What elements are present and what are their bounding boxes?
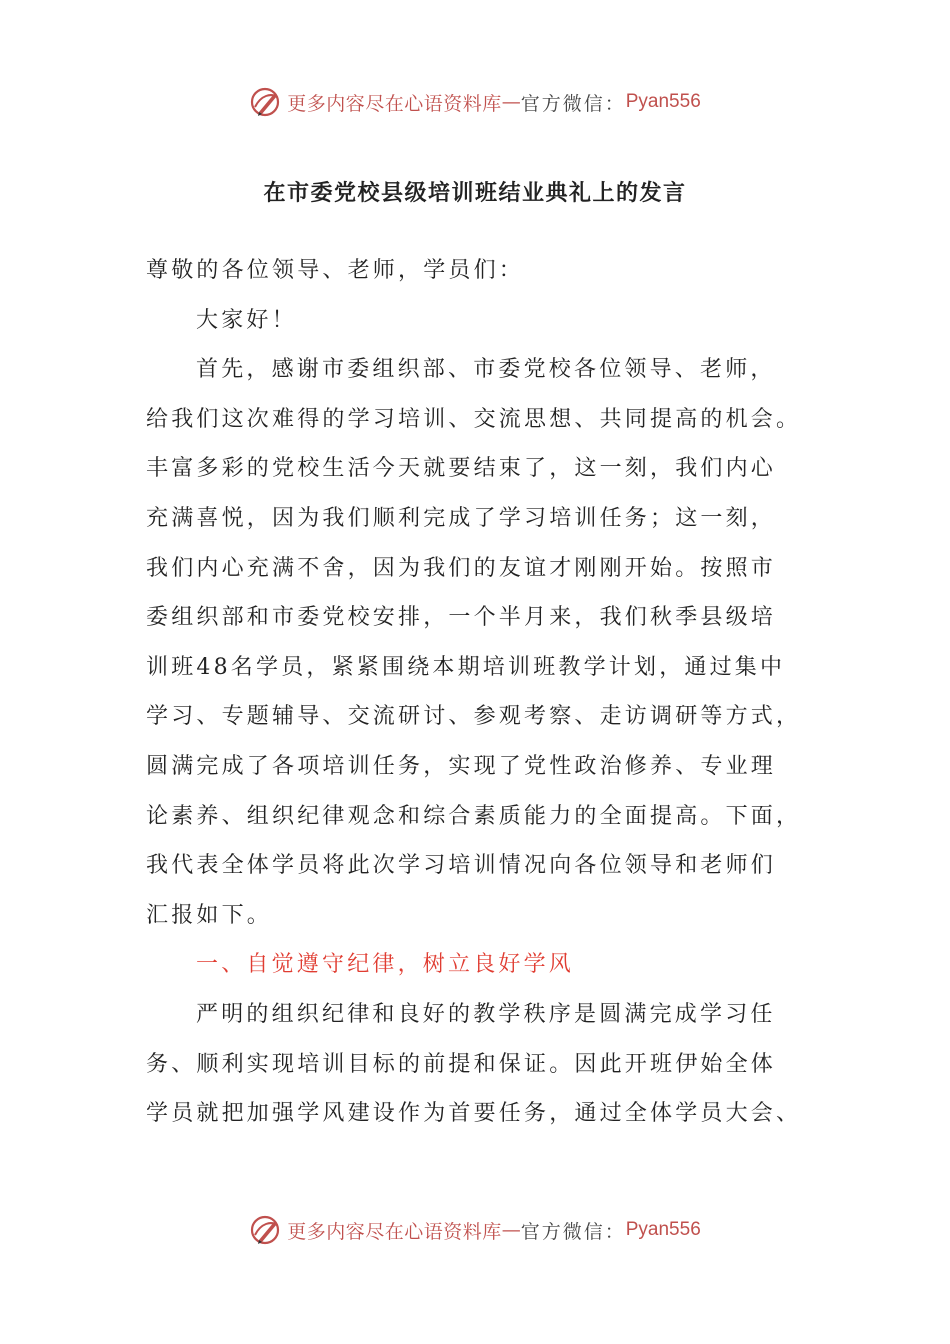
banner-wechat-label: 官方微信： (520, 92, 626, 115)
body-line: 务、顺利实现培训目标的前提和保证。因此开班伊始全体 (146, 1051, 777, 1077)
body-line: 大家好！ (196, 307, 297, 333)
body-line: 学员就把加强学风建设作为首要任务，通过全体学员大会、 (146, 1101, 802, 1127)
document-body (146, 246, 806, 1139)
banner-wechat-id: Pyan556 (625, 1219, 701, 1240)
body-line: 我们内心充满不舍，因为我们的友谊才刚刚开始。按照市 (146, 555, 777, 581)
banner-brand-text: 更多内容尽在心语资料库 (287, 92, 502, 115)
banner-wechat-label: 官方微信： (520, 1220, 626, 1243)
body-line: 严明的组织纪律和良好的教学秩序是圆满完成学习任 (196, 1001, 776, 1027)
body-line: 训班48名学员，紧紧围绕本期培训班教学计划，通过集中 (146, 654, 786, 680)
body-line: 充满喜悦，因为我们顺利完成了学习培训任务；这一刻， (146, 505, 777, 531)
body-line: 首先，感谢市委组织部、市委党校各位领导、老师， (196, 357, 776, 383)
body-line: 丰富多彩的党校生活今天就要结束了，这一刻，我们内心 (146, 456, 777, 482)
body-line: 尊敬的各位领导、老师，学员们： (146, 258, 525, 283)
header-banner (0, 82, 950, 122)
body-line: 论素养、组织纪律观念和综合素质能力的全面提高。下面， (146, 803, 802, 829)
banner-separator: — (501, 1219, 521, 1241)
banner-brand-text: 更多内容尽在心语资料库 (287, 1220, 502, 1243)
section-heading: 一、自觉遵守纪律，树立良好学风 (196, 952, 575, 978)
body-line: 给我们这次难得的学习培训、交流思想、共同提高的机会。 (146, 406, 802, 432)
body-line: 圆满完成了各项培训任务，实现了党性政治修养、专业理 (146, 753, 777, 779)
body-line: 我代表全体学员将此次学习培训情况向各位领导和老师们 (146, 853, 777, 879)
footer-banner (0, 1210, 950, 1250)
body-line: 委组织部和市委党校安排，一个半月来，我们秋季县级培 (146, 605, 777, 631)
pen-swirl-logo-icon (249, 85, 283, 119)
body-line: 汇报如下。 (146, 902, 273, 928)
banner-wechat-id: Pyan556 (625, 91, 701, 112)
pen-swirl-logo-icon (249, 1213, 283, 1247)
banner-separator: — (501, 91, 521, 113)
document-title: 在市委党校县级培训班结业典礼上的发言 (263, 180, 687, 206)
body-line: 学习、专题辅导、交流研讨、参观考察、走访调研等方式， (146, 704, 802, 730)
